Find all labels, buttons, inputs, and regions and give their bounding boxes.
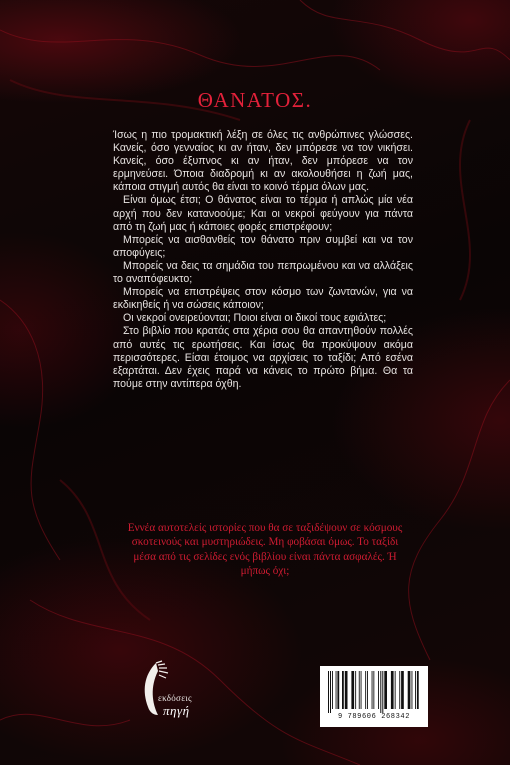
barcode-bar <box>355 671 356 709</box>
barcode-bar <box>378 671 379 709</box>
barcode-bar <box>372 671 373 709</box>
isbn-number: 9 789606 268342 <box>337 713 410 721</box>
barcode-bar <box>359 671 360 709</box>
barcode-bars <box>327 671 421 713</box>
barcode-bar <box>382 671 383 713</box>
barcode-bar <box>408 671 411 709</box>
synopsis-paragraph: Μπορείς να δεις τα σημάδια του πεπρωμένου και να αλλάξεις το αναπόφευκτο; <box>113 259 413 286</box>
barcode-bar <box>332 671 333 709</box>
barcode-bar <box>336 671 337 709</box>
synopsis-paragraph: Μπορείς να επιστρέψεις στον κόσμο των ζωντανών, για να εκδικηθείς ή να σώσεις κάποιον; <box>113 286 413 312</box>
publisher-name-line1: εκδόσεις <box>158 693 192 703</box>
barcode-bar <box>328 671 329 713</box>
barcode-bar <box>337 671 339 709</box>
barcode-bar <box>361 671 362 709</box>
synopsis-paragraph: Μπορείς να αισθανθείς τον θάνατο πριν συμβεί και να τον αποφύγεις; <box>113 233 413 259</box>
barcode-bar <box>342 671 344 709</box>
barcode-bar <box>365 671 366 709</box>
barcode-bar <box>401 671 404 709</box>
publisher-logo <box>138 657 218 727</box>
barcode-bar <box>330 671 331 713</box>
synopsis-paragraph: Οι νεκροί ονειρεύονται; Ποιοι είναι οι δικοί τους εφιάλτες; <box>123 312 387 325</box>
publisher-name-line2: πηγή <box>163 703 190 718</box>
barcode-bar <box>367 671 368 709</box>
synopsis-paragraph: Είναι όμως έτσι; Ο θάνατος είναι το τέρμα ή απλώς μία νέα αρχή που δεν κατανοούμε; Και οι νεκροί φεύγουν για πάντα από τη ζωή μας ή κάποιες φορές επιστρέφουν; <box>113 194 413 233</box>
barcode-bar <box>345 671 348 709</box>
barcode-bar <box>415 671 416 709</box>
barcode-bar <box>417 671 419 709</box>
synopsis-paragraph: Ίσως η πιο τρομακτική λέξη σε όλες τις ανθρώπινες γλώσσες. Κανείς, όσο γενναίος κι αν ήταν, δεν μπόρεσε να τον νικήσει. Κανείς, όσο έξυπνος κι αν ήταν, δεν μπόρεσε να τον ερμηνεύσει. Όποια διαδρομή κι αν ακολουθήσει η ζωή μας, κάποια στιγμή αυτός θα είναι το κοινό τέρμα όλων μας. <box>113 129 413 194</box>
barcode-bar <box>399 671 400 709</box>
synopsis-text <box>113 129 413 391</box>
blurb-text: Εννέα αυτοτελείς ιστορίες που θα σε ταξιδέψουν σε κόσμους σκοτεινούς και μυστηριώδεις. Μη φοβάσαι όμως. Το ταξίδι μέσα από τις σελίδες ενός βιβλίου είναι πάντα ασφαλές. Ή μήπως όχι; <box>127 522 403 578</box>
barcode-bar <box>391 671 394 709</box>
book-title: ΘΑΝΑΤΟΣ. <box>197 88 313 112</box>
barcode-bar <box>351 671 354 709</box>
barcode-bar <box>373 671 374 709</box>
barcode-bar <box>412 671 413 709</box>
barcode-bar <box>380 671 381 713</box>
isbn-barcode <box>320 666 428 727</box>
synopsis-paragraph: Στο βιβλίο που κρατάς στα χέρια σου θα απαντηθούν πολλές από αυτές τις ερωτήσεις. Και ίσως θα προκύψουν ακόμα περισσότερες. Είσαι έτοιμος να αρχίσεις το ταξίδι; Από εσένα εξαρτάται. Δεν έχεις παρά να κάνεις το πρώτο βήμα. Θα τα πούμε στην αντίπερα όχθη. <box>113 325 413 390</box>
barcode-bar <box>384 671 387 709</box>
barcode-bar <box>395 671 396 709</box>
